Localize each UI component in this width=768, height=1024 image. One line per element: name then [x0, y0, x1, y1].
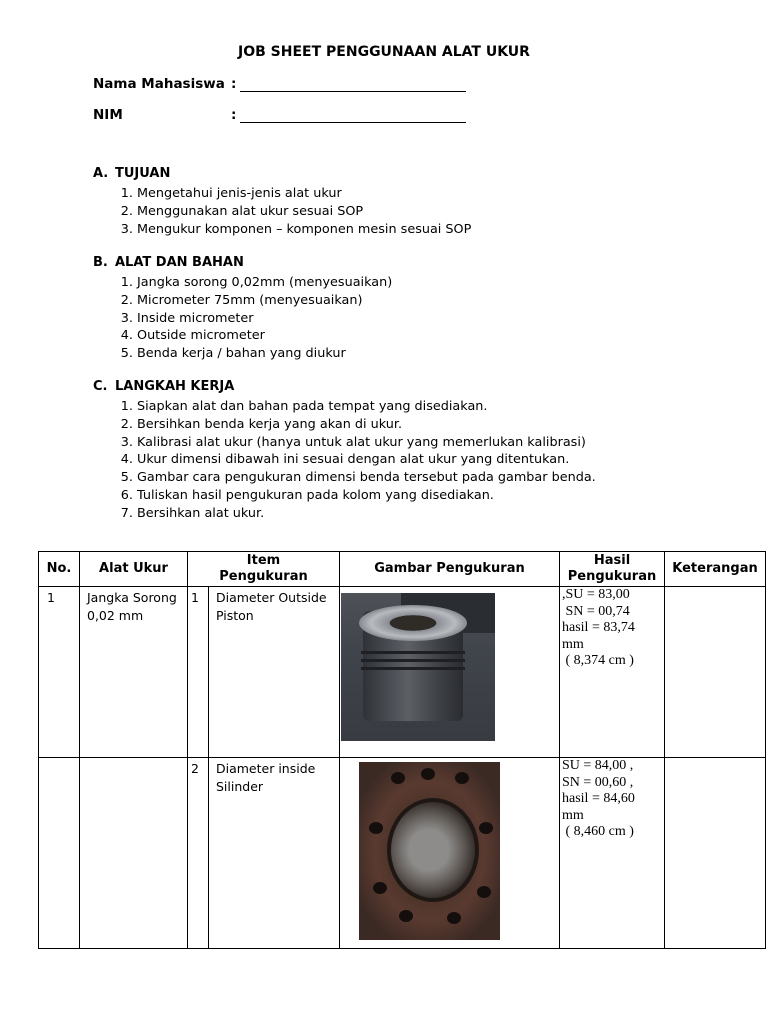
row-item-number: 2 [188, 758, 209, 949]
row-keterangan[interactable] [665, 587, 766, 758]
list-item: 4. Outside micrometer [137, 327, 392, 345]
list-item: 2. Menggunakan alat ukur sesuai SOP [137, 203, 471, 221]
section-title: ALAT DAN BAHAN [115, 255, 244, 270]
row-hasil: SU = 84,00 , SN = 00,60 , hasil = 84,60 mm ( 8,460 cm ) [560, 758, 665, 949]
row-number: 1 [39, 587, 80, 758]
list-item: 3. Mengukur komponen – komponen mesin sesuai SOP [137, 221, 471, 239]
row-gambar [340, 587, 560, 758]
table-row [39, 758, 766, 949]
header-no: No. [39, 552, 80, 587]
list-item: 7. Bersihkan alat ukur. [137, 505, 596, 523]
list-item: 1. Jangka sorong 0,02mm (menyesuaikan) [137, 274, 392, 292]
section-heading [93, 255, 392, 270]
row-gambar [340, 758, 560, 949]
list-item: 5. Benda kerja / bahan yang diukur [137, 345, 392, 363]
list-item: 3. Inside micrometer [137, 310, 392, 328]
piston-photo [341, 593, 495, 741]
nama-mahasiswa-field [93, 76, 237, 92]
section-tujuan [93, 166, 471, 238]
section-langkah-kerja [93, 379, 596, 523]
section-letter: A. [93, 166, 109, 181]
nim-blank-line[interactable] [240, 122, 466, 123]
page-title: JOB SHEET PENGGUNAAN ALAT UKUR [238, 44, 530, 60]
list-item: 2. Micrometer 75mm (menyesuaikan) [137, 292, 392, 310]
section-title: LANGKAH KERJA [115, 379, 235, 394]
row-item-pengukuran: Diameter inside Silinder [209, 758, 340, 949]
header-gambar-pengukuran: Gambar Pengukuran [340, 552, 560, 587]
table-row [39, 587, 766, 758]
cylinder-photo [359, 762, 500, 940]
list-item: 2. Bersihkan benda kerja yang akan di ukur. [137, 416, 596, 434]
nama-mahasiswa-blank-line[interactable] [240, 91, 466, 92]
row-keterangan[interactable] [665, 758, 766, 949]
row-alat-ukur: Jangka Sorong 0,02 mm [80, 587, 188, 758]
list-item: 4. Ukur dimensi dibawah ini sesuai dengan alat ukur yang ditentukan. [137, 451, 596, 469]
measurement-table [38, 551, 766, 949]
header-alat-ukur: Alat Ukur [80, 552, 188, 587]
row-item-pengukuran: Diameter Outside Piston [209, 587, 340, 758]
row-number [39, 758, 80, 949]
colon: : [231, 76, 237, 92]
section-heading [93, 379, 596, 394]
row-hasil: ,SU = 83,00 SN = 00,74 hasil = 83,74 mm ( 8,374 cm ) [560, 587, 665, 758]
list-item: 5. Gambar cara pengukuran dimensi benda tersebut pada gambar benda. [137, 469, 596, 487]
section-title: TUJUAN [115, 166, 171, 181]
header-keterangan: Keterangan [665, 552, 766, 587]
section-letter: C. [93, 379, 108, 394]
list-item: 3. Kalibrasi alat ukur (hanya untuk alat ukur yang memerlukan kalibrasi) [137, 434, 596, 452]
nama-mahasiswa-label: Nama Mahasiswa [93, 76, 225, 92]
section-heading [93, 166, 471, 181]
table-header-row [39, 552, 766, 587]
nim-label: NIM [93, 107, 123, 123]
row-item-number: 1 [188, 587, 209, 758]
colon: : [231, 107, 237, 123]
list-item: 6. Tuliskan hasil pengukuran pada kolom yang disediakan. [137, 487, 596, 505]
section-alat-dan-bahan [93, 255, 392, 363]
section-letter: B. [93, 255, 108, 270]
list-item: 1. Siapkan alat dan bahan pada tempat yang disediakan. [137, 398, 596, 416]
list-item: 1. Mengetahui jenis-jenis alat ukur [137, 185, 471, 203]
row-alat-ukur [80, 758, 188, 949]
header-hasil-pengukuran: Hasil Pengukuran [560, 552, 665, 587]
header-item-pengukuran: Item Pengukuran [188, 552, 340, 587]
nim-field [93, 107, 237, 123]
